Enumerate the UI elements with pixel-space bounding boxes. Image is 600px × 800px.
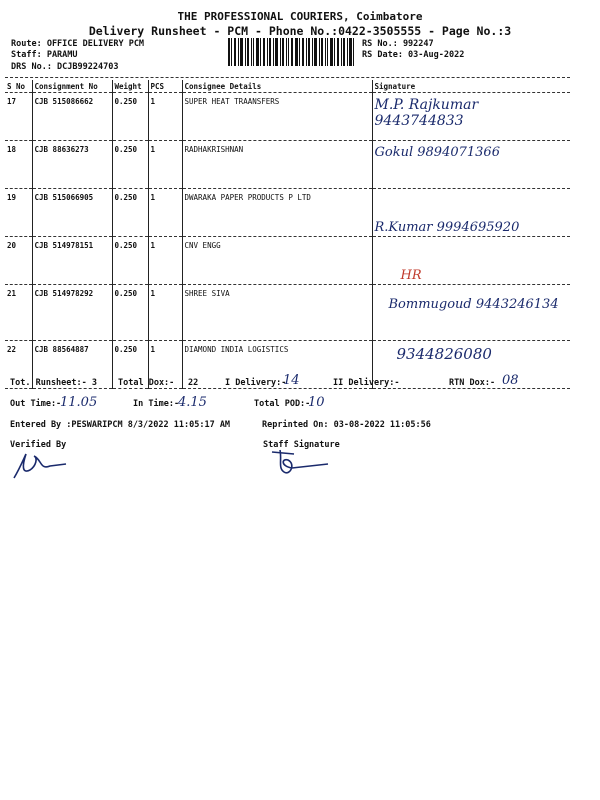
entered-by: Entered By :PESWARIPCM 8/3/2022 11:05:17 AM (10, 420, 231, 430)
table-header-row (5, 80, 570, 93)
drs-number: DRS No.: DCJB99224703 (11, 62, 119, 72)
row-sno: 20 (5, 237, 32, 285)
barcode-image (228, 38, 354, 66)
row-consignment: CJB 515066905 (32, 189, 112, 237)
row-consignment: CJB 514978151 (32, 237, 112, 285)
row-weight: 0.250 (112, 341, 148, 389)
i-delivery-label: I Delivery:- (225, 378, 287, 388)
row-consignee: CNV ENGG (182, 237, 372, 285)
total-dox-value: 22 (188, 378, 199, 388)
total-pod-label: Total POD:- (254, 399, 311, 409)
handwritten-signature: Gokul 9894071366 (374, 145, 500, 160)
row-signature (372, 189, 570, 237)
rs-number: RS No.: 992247 (362, 39, 434, 49)
table-row (5, 189, 570, 237)
runsheet-subtitle: Delivery Runsheet - PCM - Phone No.:0422-3505555 - Page No.:3 (88, 24, 512, 38)
row-signature (372, 237, 570, 285)
col-header-sno: S No (5, 80, 32, 93)
row-signature (372, 285, 570, 341)
reprinted-on: Reprinted On: 03-08-2022 11:05:56 (262, 420, 431, 430)
col-header-consignee: Consignee Details (182, 80, 372, 93)
table-row (5, 93, 570, 141)
col-header-weight: Weight (112, 80, 148, 93)
handwritten-signature: M.P. Rajkumar 9443744833 (374, 97, 479, 129)
row-consignee: SHREE SIVA (182, 285, 372, 341)
delivery-table (5, 80, 570, 389)
row-sno: 18 (5, 141, 32, 189)
rs-date: RS Date: 03-Aug-2022 (362, 50, 465, 60)
row-consignment: CJB 515086662 (32, 93, 112, 141)
row-weight: 0.250 (112, 189, 148, 237)
staff-signature-mark (266, 446, 336, 478)
row-sno: 17 (5, 93, 32, 141)
rtn-dox-value: 08 (502, 373, 519, 388)
out-time-label: Out Time:- (10, 399, 62, 409)
row-weight: 0.250 (112, 237, 148, 285)
handwritten-signature: 9344826080 (396, 345, 492, 363)
row-sno: 21 (5, 285, 32, 341)
col-header-signature: Signature (372, 80, 570, 93)
staff-signature-label: Staff Signature (263, 440, 340, 450)
row-signature (372, 141, 570, 189)
table-row (5, 237, 570, 285)
row-signature (372, 93, 570, 141)
row-sno: 19 (5, 189, 32, 237)
row-pcs: 1 (148, 189, 182, 237)
col-header-consignment: Consignment No (32, 80, 112, 93)
row-weight: 0.250 (112, 285, 148, 341)
row-consignment: CJB 88564887 (32, 341, 112, 389)
verified-signature-mark (10, 448, 70, 482)
row-consignee: DIAMOND INDIA LOGISTICS (182, 341, 372, 389)
row-pcs: 1 (148, 341, 182, 389)
handwritten-signature: R.Kumar 9994695920 (374, 220, 520, 235)
verified-by-label: Verified By (10, 440, 67, 450)
row-weight: 0.250 (112, 93, 148, 141)
row-consignee: SUPER HEAT TRAANSFERS (182, 93, 372, 141)
i-delivery-value: 14 (283, 373, 300, 388)
staff-label: Staff: PARAMU (11, 50, 78, 60)
row-pcs: 1 (148, 237, 182, 285)
route-label: Route: OFFICE DELIVERY PCM (11, 39, 145, 49)
top-divider (5, 77, 570, 78)
row-weight: 0.250 (112, 141, 148, 189)
col-header-pcs: PCS (148, 80, 182, 93)
total-pod-value: 10 (308, 395, 325, 410)
table-row (5, 141, 570, 189)
handwritten-signature: Bommugoud 9443246134 (388, 297, 559, 312)
rtn-dox-label: RTN Dox:- (449, 378, 496, 388)
row-consignment: CJB 514978292 (32, 285, 112, 341)
tot-runsheet: Tot. Runsheet:- 3 (10, 378, 97, 388)
row-consignee: RADHAKRISHNAN (182, 141, 372, 189)
table-row (5, 285, 570, 341)
ii-delivery-label: II Delivery:- (333, 378, 400, 388)
handwritten-signature: HR (400, 268, 422, 283)
row-pcs: 1 (148, 285, 182, 341)
company-title: THE PROFESSIONAL COURIERS, Coimbatore (177, 10, 423, 23)
total-dox-label: Total Dox:- (118, 378, 175, 388)
in-time-value: 4.15 (178, 395, 207, 410)
out-time-value: 11.05 (60, 395, 98, 410)
row-sno: 22 (5, 341, 32, 389)
row-pcs: 1 (148, 93, 182, 141)
row-consignee: DWARAKA PAPER PRODUCTS P LTD (182, 189, 372, 237)
row-consignment: CJB 88636273 (32, 141, 112, 189)
in-time-label: In Time:- (133, 399, 180, 409)
row-pcs: 1 (148, 141, 182, 189)
